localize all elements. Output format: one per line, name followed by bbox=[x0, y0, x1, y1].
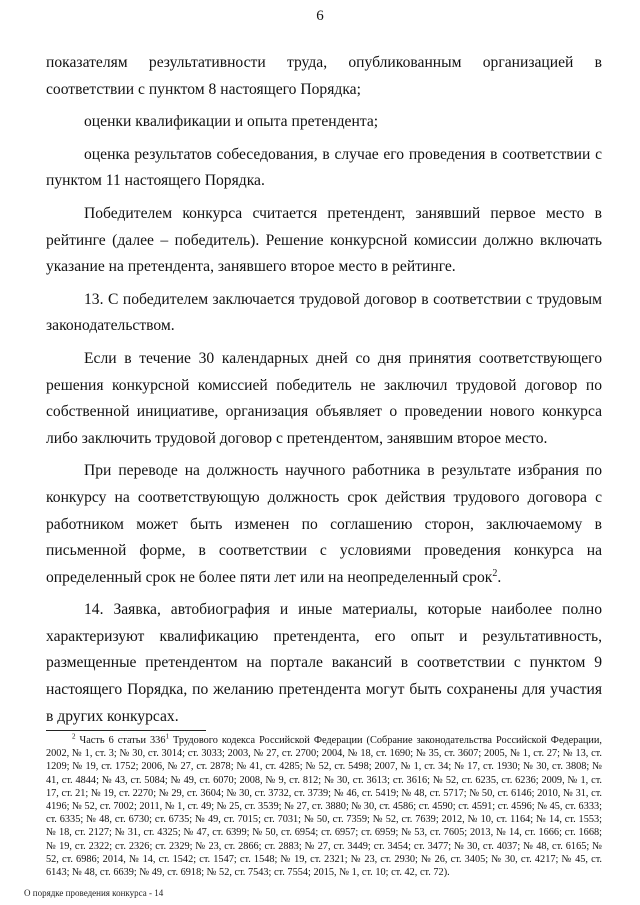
footnote-reference: 2 bbox=[492, 567, 498, 579]
paragraph-7: При переводе на должность научного работника в результате избрания по конкурсу на соответствующую должность срок действия трудового договора с работником может быть изменен по соглашению сторон, заключаемому в письменной форме, в соответствии с условиями проведения конкурса на определенный срок не более пяти лет или на неопределенный срок$^2$. bbox=[46, 462, 602, 586]
page-number: 6 bbox=[316, 8, 324, 24]
paragraph-3: оценка результатов собеседования, в случае его проведения в соответствии с пунктом 11 настоящего Порядка. bbox=[46, 145, 602, 190]
paragraph-1: показателям результативности труда, опубликованным организацией в соответствии с пунктом 8 настоящего Порядка; bbox=[46, 54, 602, 98]
document-footer: О порядке проведения конкурса - 14 bbox=[24, 888, 164, 898]
body-text bbox=[46, 50, 602, 736]
paragraph-7-text: При переводе на должность научного работника в результате избрания по конкурсу на соответствующую должность срок действия трудового договора с работником может быть изменен по соглашению сторон, заключаемому в письменной форме, в соответствии с условиями проведения конкурса на определенный срок не более пяти лет или на неопределенный срок bbox=[46, 462, 602, 586]
footnote-article-superscript: 1 bbox=[165, 732, 169, 741]
paragraph-8: 14. Заявка, автобиография и иные материалы, которые наиболее полно характеризуют квалификацию претендента, его опыт и результативность, размещенные претендентом на портале вакансий в соответствии с пунктом 9 настоящего Порядка, по желанию претендента могут быть сохранены для участия в других конкурсах. bbox=[46, 601, 602, 725]
footnote bbox=[46, 734, 602, 879]
footnote-divider bbox=[46, 730, 206, 731]
footnote-marker: 2 bbox=[72, 732, 76, 741]
footnote-text-rest: Трудового кодекса Российской Федерации (Собрание законодательства Российской Федерации, 2002, № 1, ст. 3; № 30, ст. 3014; ст. 3033; 2003, № 27, ст. 2700; 2004, № 18, ст. 1690; № 35, ст. 3607; 2005, № 1, ст. 27; № 13, ст. 1209; № 19, ст. 1752; 2006, № 27, ст. 2878; № 41, ст. 4285; № 52, ст. 5498; 2007, № 1, ст. 34; № 17, ст. 1930; № 30, ст. 3808; № 41, ст. 4844; № 43, ст. 5084; № 49, ст. 6070; 2008, № 9, ст. 812; № 30, ст. 3613; ст. 3616; № 52, ст. 6235, ст. 6236; 2009, № 1, ст. 17, ст. 21; № 19, ст. 2270; № 29, ст. 3604; № 30, ст. 3732, ст. 3739; № 46, ст. 5419; № 48, ст. 5717; № 50, ст. 6146; 2010, № 31, ст. 4196; № 52, ст. 7002; 2011, № 1, ст. 49; № 25, ст. 3539; № 27, ст. 3880; № 30, ст. 4586; ст. 4590; ст. 4591; ст. 4596; № 45, ст. 6333; ст. 6335; № 48, ст. 6730; ст. 6735; № 49, ст. 7015; ст. 7031; № 50, ст. 7359; № 52, ст. 7639; 2012, № 10, ст. 1164; № 14, ст. 1553; № 18, ст. 2127; № 31, ст. 4325; № 47, ст. 6399; № 50, ст. 6954; ст. 6957; ст. 6959; № 53, ст. 7605; 2013, № 14, ст. 1666; ст. 1668; № 19, ст. 2322; ст. 2326; ст. 2329; № 23, ст. 2866; ст. 2883; № 27, ст. 3449; ст. 3454; ст. 3477; № 30, ст. 4037; № 48, ст. 6165; № 52, ст. 6986; 2014, № 14, ст. 1542; ст. 1547; ст. 1548; № 19, ст. 2321; № 23, ст. 2930; № 26, ст. 3405; № 30, ст. 4217; № 45, ст. 6143; № 48, ст. 6639; № 49, ст. 6918; № 52, ст. 7543; ст. 7554; 2015, № 1, ст. 10; ст. 42, ст. 72). bbox=[46, 735, 603, 879]
footnote-text-start: Часть 6 статьи 336 bbox=[79, 735, 166, 746]
paragraph-4: Победителем конкурса считается претендент, занявший первое место в рейтинге (далее – победитель). Решение конкурсной комиссии должно включать указание на претендента, занявшего второе место в рейтинге. bbox=[46, 204, 602, 276]
paragraph-2: оценки квалификации и опыта претендента; bbox=[84, 113, 379, 131]
footnote-paragraph bbox=[46, 734, 602, 879]
paragraph-6: Если в течение 30 календарных дней со дня принятия соответствующего решения конкурсной комиссией победитель не заключил трудовой договор по собственной инициативе, организация объявляет о проведении нового конкурса либо заключить трудовой договор с претендентом, занявшим второе место. bbox=[46, 349, 602, 447]
paragraph-5: 13. С победителем заключается трудовой договор в соответствии с трудовым законодательством. bbox=[46, 290, 602, 335]
